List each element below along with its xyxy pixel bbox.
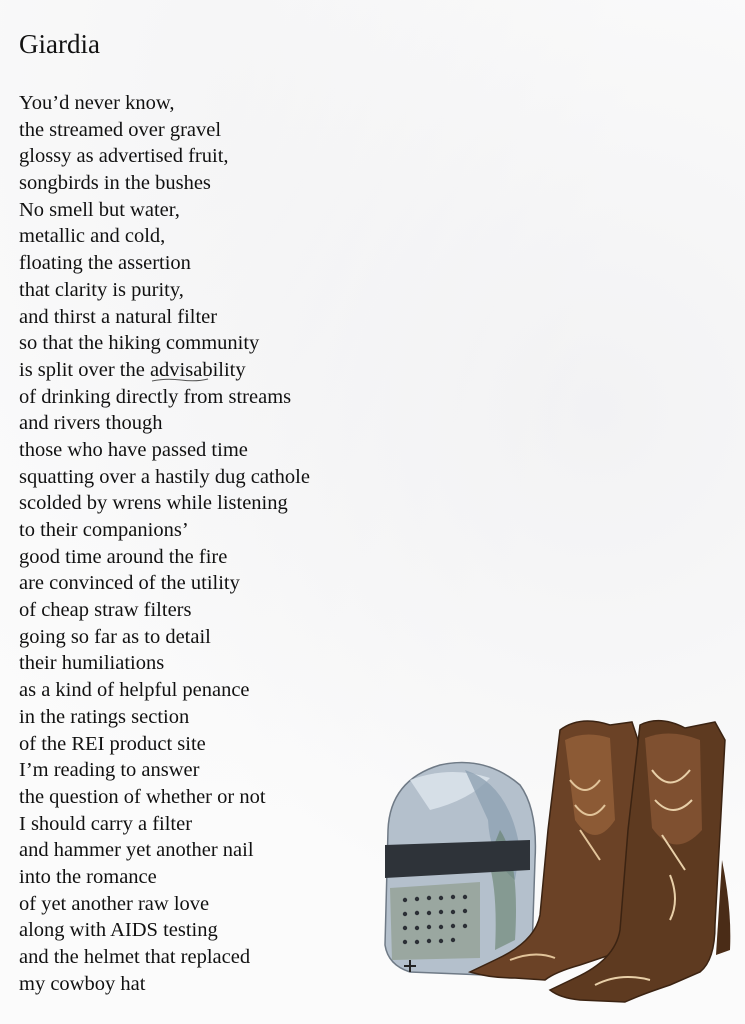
poem-line: to their companions’ <box>19 519 189 541</box>
poem-line: and rivers though <box>19 412 163 435</box>
poem-line: along with AIDS testing <box>19 919 218 942</box>
poem-line: of the REI product site <box>19 732 206 755</box>
poem-title: Giardia <box>19 29 100 59</box>
poem-line: into the romance <box>19 865 157 888</box>
poem-line: of yet another raw love <box>19 892 210 915</box>
poem-line: that clarity is purity, <box>19 278 184 301</box>
poem-line: going so far as to detail <box>19 625 211 648</box>
poem-line: squatting over a hastily dug cathole <box>19 465 310 488</box>
poem-line: songbirds in the bushes <box>19 172 211 195</box>
poem-line: scolded by wrens while listening <box>19 492 288 515</box>
poem-line: metallic and cold, <box>19 225 166 248</box>
poem-line: in the ratings section <box>19 705 190 728</box>
poem-line: is split over the advisability <box>19 358 246 381</box>
poem-line: of cheap straw filters <box>19 599 192 622</box>
poem-line: and hammer yet another nail <box>19 839 254 862</box>
poem-line: glossy as advertised fruit, <box>19 145 229 168</box>
poem-line: and thirst a natural filter <box>19 305 218 328</box>
poem-line: of drinking directly from streams <box>19 385 292 408</box>
helmet-and-boots-illustration <box>370 710 745 1024</box>
poem-line: the streamed over gravel <box>19 118 222 141</box>
knight-helmet-icon <box>385 763 535 976</box>
poem-line: No smell but water, <box>19 198 180 221</box>
pencil-underline-mark <box>151 377 209 383</box>
poem-line: are convinced of the utility <box>19 572 240 595</box>
poem-line: those who have passed time <box>19 438 248 461</box>
poem-body <box>19 90 310 997</box>
poem-line: I’m reading to answer <box>19 759 200 782</box>
poem-line: my cowboy hat <box>19 972 146 995</box>
poem-line: their humiliations <box>19 652 165 675</box>
poem-line: the question of whether or not <box>19 785 266 808</box>
poem-line: and the helmet that replaced <box>19 946 251 968</box>
poem-line: so that the hiking community <box>19 332 260 355</box>
poem-line: as a kind of helpful penance <box>19 679 250 702</box>
poem-line: good time around the fire <box>19 545 228 568</box>
poem-line: I should carry a filter <box>19 812 193 835</box>
poem-line: You’d never know, <box>19 92 175 114</box>
poem-line: floating the assertion <box>19 252 191 275</box>
